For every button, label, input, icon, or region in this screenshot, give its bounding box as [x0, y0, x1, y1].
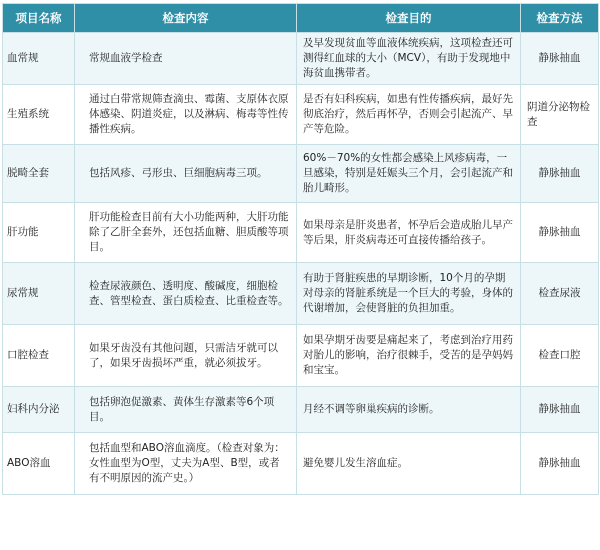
check-purpose-cell: 避免婴儿发生溶血症。 [297, 433, 521, 495]
table-row [3, 33, 599, 85]
item-name-cell: 生殖系统 [3, 85, 75, 145]
check-content-cell: 包括风疹、弓形虫、巨细胞病毒三项。 [75, 145, 297, 203]
table-header-row [3, 4, 599, 33]
table-row [3, 325, 599, 387]
item-name-cell: ABO溶血 [3, 433, 75, 495]
check-content-cell: 常规血液学检查 [75, 33, 297, 85]
check-purpose-cell: 是否有妇科疾病，如患有性传播疾病，最好先彻底治疗，然后再怀孕，否则会引起流产、早产等危险。 [297, 85, 521, 145]
table-row [3, 203, 599, 263]
table-row [3, 145, 599, 203]
check-method-cell: 检查口腔 [521, 325, 599, 387]
check-content-cell: 通过白带常规筛查滴虫、霉菌、支原体衣原体感染、阴道炎症，以及淋病、梅毒等性传播性疾病。 [75, 85, 297, 145]
pregnancy-checkup-table [2, 3, 599, 495]
check-purpose-cell: 有助于肾脏疾患的早期诊断，10个月的孕期对母亲的肾脏系统是一个巨大的考验，身体的代谢增加，会使肾脏的负担加重。 [297, 263, 521, 325]
table-row [3, 433, 599, 495]
item-name-cell: 尿常规 [3, 263, 75, 325]
item-name-cell: 脱畸全套 [3, 145, 75, 203]
header-check-purpose: 检查目的 [297, 4, 521, 33]
header-item-name: 项目名称 [3, 4, 75, 33]
check-content-cell: 如果牙齿没有其他问题，只需洁牙就可以了，如果牙齿损坏严重，就必须拔牙。 [75, 325, 297, 387]
check-method-cell: 检查尿液 [521, 263, 599, 325]
header-check-content: 检查内容 [75, 4, 297, 33]
table-row [3, 387, 599, 433]
check-content-cell: 包括血型和ABO溶血滴度。（检查对象为：女性血型为O型，丈夫为A型、B型，或者有不明原因的流产史。） [75, 433, 297, 495]
check-method-cell: 静脉抽血 [521, 433, 599, 495]
check-method-cell: 静脉抽血 [521, 33, 599, 85]
check-method-cell: 静脉抽血 [521, 203, 599, 263]
check-content-cell: 包括卵泡促激素、黄体生存激素等6个项目。 [75, 387, 297, 433]
check-purpose-cell: 如果孕期牙齿要是痛起来了，考虑到治疗用药对胎儿的影响，治疗很棘手，受苦的是孕妈妈和宝宝。 [297, 325, 521, 387]
check-purpose-cell: 如果母亲是肝炎患者，怀孕后会造成胎儿早产等后果，肝炎病毒还可直接传播给孩子。 [297, 203, 521, 263]
check-method-cell: 静脉抽血 [521, 145, 599, 203]
check-method-cell: 静脉抽血 [521, 387, 599, 433]
check-purpose-cell: 60%－70%的女性都会感染上风疹病毒，一旦感染，特别是妊娠头三个月，会引起流产和胎儿畸形。 [297, 145, 521, 203]
table-row [3, 85, 599, 145]
table-row [3, 263, 599, 325]
item-name-cell: 血常规 [3, 33, 75, 85]
header-check-method: 检查方法 [521, 4, 599, 33]
item-name-cell: 口腔检查 [3, 325, 75, 387]
check-content-cell: 检查尿液颜色、透明度、酸碱度，细胞检查、管型检查、蛋白质检查、比重检查等。 [75, 263, 297, 325]
check-content-cell: 肝功能检查目前有大小功能两种，大肝功能除了乙肝全套外，还包括血糖、胆质酸等项目。 [75, 203, 297, 263]
item-name-cell: 妇科内分泌 [3, 387, 75, 433]
check-method-cell: 阴道分泌物检查 [521, 85, 599, 145]
check-purpose-cell: 及早发现贫血等血液体统疾病，这项检查还可测得红血球的大小（MCV），有助于发现地中海贫血携带者。 [297, 33, 521, 85]
item-name-cell: 肝功能 [3, 203, 75, 263]
check-purpose-cell: 月经不调等卵巢疾病的诊断。 [297, 387, 521, 433]
